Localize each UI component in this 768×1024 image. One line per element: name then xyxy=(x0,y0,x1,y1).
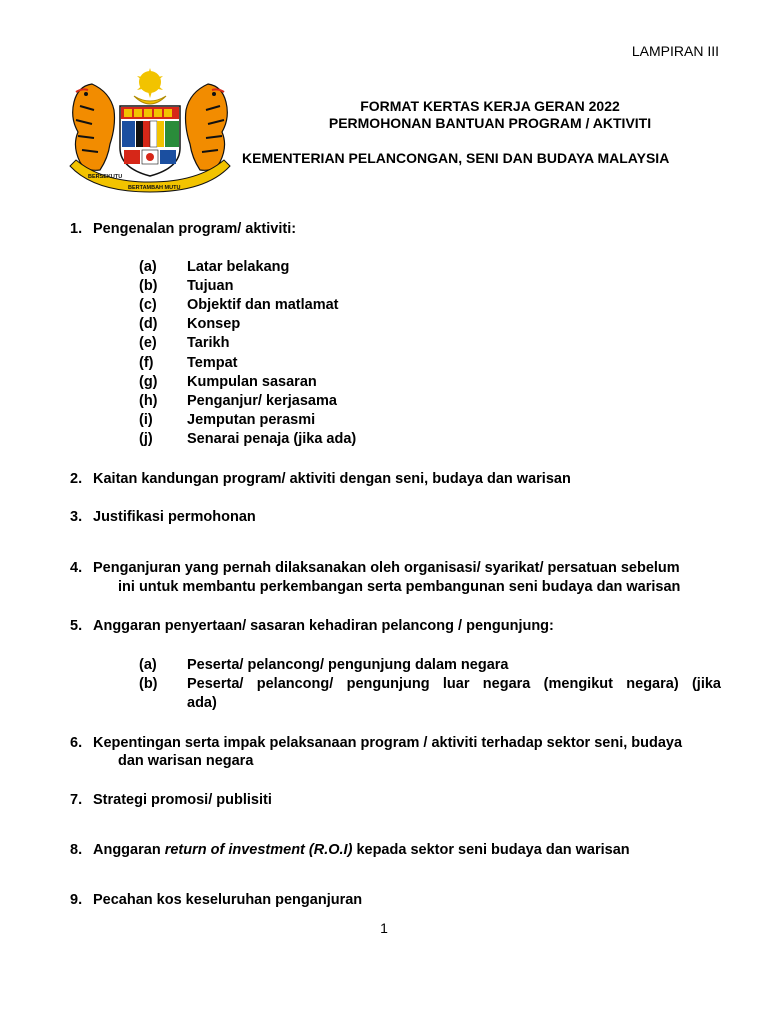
list-item: Senarai penaja (jika ada) xyxy=(187,431,357,447)
section-8-number: 8. xyxy=(70,842,83,858)
list-item: Konsep xyxy=(187,316,241,332)
section-2-heading: Kaitan kandungan program/ aktiviti dengan seni, budaya dan warisan xyxy=(93,471,571,487)
list-item: Objektif dan matlamat xyxy=(187,297,339,313)
section-8-prefix: Anggaran xyxy=(93,842,165,858)
list-item: Kumpulan sasaran xyxy=(187,374,317,390)
list-item: Penganjur/ kerjasama xyxy=(187,393,337,409)
section-6-line-1: Kepentingan serta impak pelaksanaan program / aktiviti terhadap sektor seni, budaya xyxy=(93,735,683,751)
list-item: Peserta/ pelancong/ pengunjung luar negara (mengikut negara) (jika xyxy=(187,676,721,692)
list-item-label: (j) xyxy=(139,431,153,447)
section-8-heading xyxy=(93,841,630,860)
section-4-line-1: Penganjuran yang pernah dilaksanakan oleh organisasi/ syarikat/ persatuan sebelum xyxy=(93,560,680,576)
section-4-line-2: ini untuk membantu perkembangan serta pembangunan seni budaya dan warisan xyxy=(118,579,681,595)
section-1-heading: Pengenalan program/ aktiviti: xyxy=(93,221,297,237)
title-line-2: PERMOHONAN BANTUAN PROGRAM / AKTIVITI xyxy=(328,115,652,131)
list-item-label: (e) xyxy=(139,335,157,351)
section-9-heading: Pecahan kos keseluruhan penganjuran xyxy=(93,892,363,908)
list-item-label: (g) xyxy=(139,374,158,390)
section-3-number: 3. xyxy=(70,509,83,525)
section-2-number: 2. xyxy=(70,471,83,487)
section-8-suffix: kepada sektor seni budaya dan warisan xyxy=(352,842,630,858)
section-7-heading: Strategi promosi/ publisiti xyxy=(93,792,272,808)
section-5-number: 5. xyxy=(70,618,83,634)
section-4-number: 4. xyxy=(70,560,83,576)
list-item: Latar belakang xyxy=(187,259,290,275)
title-line-1: FORMAT KERTAS KERJA GERAN 2022 xyxy=(360,98,620,114)
list-item: Peserta/ pelancong/ pengunjung dalam negara xyxy=(187,657,509,673)
list-item-label: (d) xyxy=(139,316,158,332)
section-5-heading: Anggaran penyertaan/ sasaran kehadiran pelancong / pengunjung: xyxy=(93,618,554,634)
list-item: Tempat xyxy=(187,355,238,371)
section-6-number: 6. xyxy=(70,735,83,751)
list-item-label: (c) xyxy=(139,297,157,313)
section-1-number: 1. xyxy=(70,221,83,237)
section-6-line-2: dan warisan negara xyxy=(118,753,254,769)
section-9-number: 9. xyxy=(70,892,83,908)
list-item-label: (b) xyxy=(139,676,158,692)
page-number: 1 xyxy=(380,920,388,936)
shield-icon xyxy=(120,106,180,176)
list-item: Tarikh xyxy=(187,335,230,351)
list-item-label: (i) xyxy=(139,412,153,428)
list-item: Jemputan perasmi xyxy=(187,412,316,428)
star-crescent-icon xyxy=(134,68,166,104)
motto-left-text: BERSEKUTU xyxy=(88,174,123,180)
list-item-label: (f) xyxy=(139,355,154,371)
list-item-continued: ada) xyxy=(187,695,217,711)
section-7-number: 7. xyxy=(70,792,83,808)
coat-of-arms-logo xyxy=(64,66,236,196)
section-3-heading: Justifikasi permohonan xyxy=(93,509,256,525)
ministry-name: KEMENTERIAN PELANCONGAN, SENI DAN BUDAYA MALAYSIA xyxy=(242,150,670,166)
annex-label: LAMPIRAN III xyxy=(631,43,719,59)
list-item-label: (a) xyxy=(139,657,157,673)
section-8-italic: return of investment (R.O.I) xyxy=(164,842,353,858)
left-tiger-icon xyxy=(73,84,115,170)
list-item: Tujuan xyxy=(187,278,234,294)
motto-right-text: BERTAMBAH MUTU xyxy=(128,185,181,191)
list-item-label: (h) xyxy=(139,393,158,409)
list-item-label: (a) xyxy=(139,259,157,275)
right-tiger-icon xyxy=(186,84,228,170)
list-item-label: (b) xyxy=(139,278,158,294)
